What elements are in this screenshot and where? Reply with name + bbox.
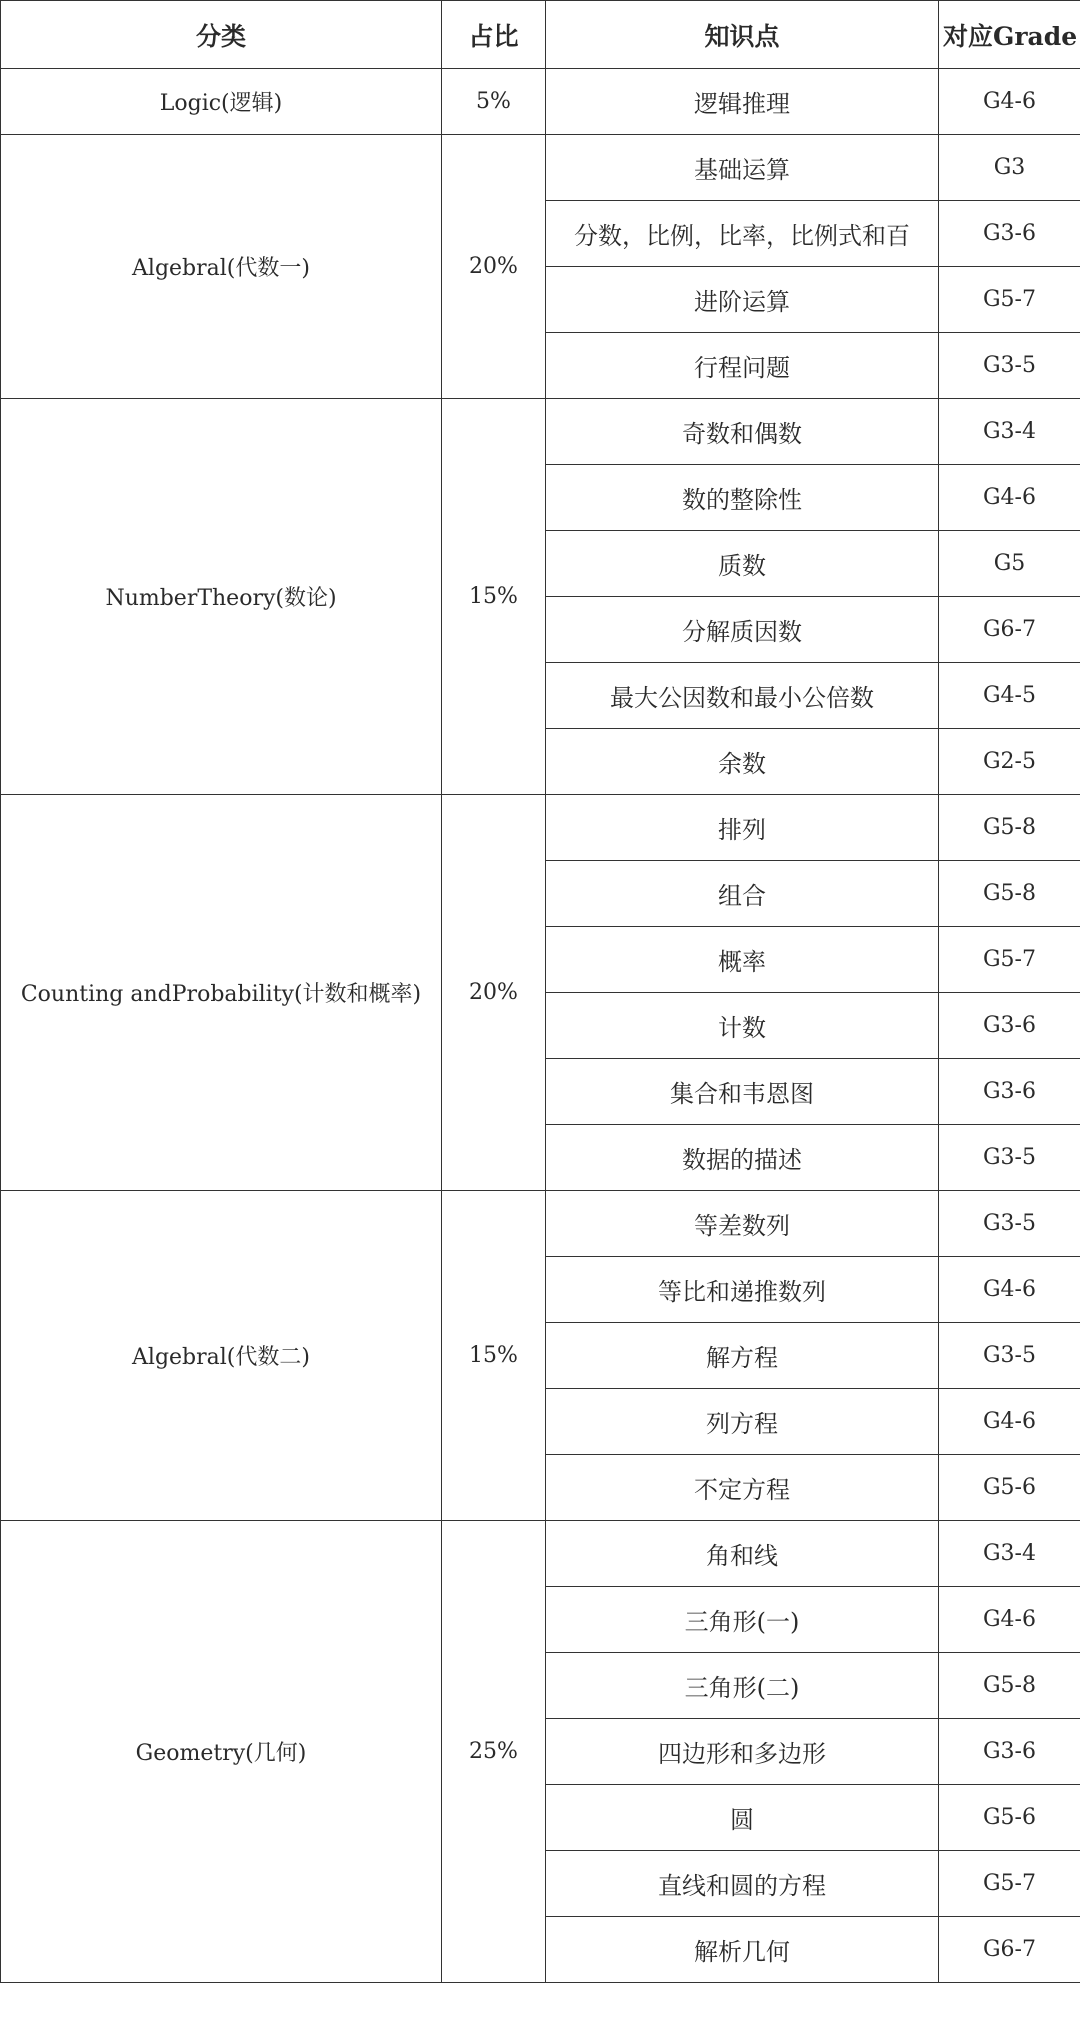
category-cell: Algebral(代数一) [1, 135, 442, 399]
grade-cell: G4-6 [939, 1257, 1080, 1323]
grade-cell: G5-8 [939, 861, 1080, 927]
table-body [1, 69, 1080, 1983]
grade-cell: G3-4 [939, 1521, 1080, 1587]
share-cell: 15% [442, 399, 546, 795]
grade-cell: G3-6 [939, 1719, 1080, 1785]
topic-cell: 排列 [546, 795, 939, 861]
grade-cell: G4-6 [939, 1389, 1080, 1455]
topic-cell: 三角形(二) [546, 1653, 939, 1719]
topic-cell: 等比和递推数列 [546, 1257, 939, 1323]
grade-cell: G3 [939, 135, 1080, 201]
topic-cell: 进阶运算 [546, 267, 939, 333]
topic-cell: 数的整除性 [546, 465, 939, 531]
category-cell: Counting andProbability(计数和概率) [1, 795, 442, 1191]
topic-cell: 角和线 [546, 1521, 939, 1587]
category-cell: Logic(逻辑) [1, 69, 442, 135]
grade-cell: G3-5 [939, 1125, 1080, 1191]
topic-cell: 数据的描述 [546, 1125, 939, 1191]
topic-cell: 行程问题 [546, 333, 939, 399]
grade-cell: G3-6 [939, 1059, 1080, 1125]
share-cell: 20% [442, 135, 546, 399]
grade-cell: G5-6 [939, 1455, 1080, 1521]
topic-cell: 组合 [546, 861, 939, 927]
grade-cell: G5 [939, 531, 1080, 597]
grade-cell: G5-8 [939, 1653, 1080, 1719]
grade-cell: G3-5 [939, 1323, 1080, 1389]
topic-cell: 最大公因数和最小公倍数 [546, 663, 939, 729]
grade-cell: G4-6 [939, 69, 1080, 135]
topic-cell: 解析几何 [546, 1917, 939, 1983]
grade-cell: G5-6 [939, 1785, 1080, 1851]
share-cell: 5% [442, 69, 546, 135]
category-cell: NumberTheory(数论) [1, 399, 442, 795]
topic-cell: 直线和圆的方程 [546, 1851, 939, 1917]
topic-cell: 计数 [546, 993, 939, 1059]
grade-cell: G3-5 [939, 333, 1080, 399]
grade-cell: G3-6 [939, 201, 1080, 267]
grade-cell: G5-7 [939, 1851, 1080, 1917]
topic-cell: 基础运算 [546, 135, 939, 201]
grade-cell: G3-5 [939, 1191, 1080, 1257]
topic-cell: 圆 [546, 1785, 939, 1851]
table-row [1, 795, 1080, 861]
header-share: 占比 [442, 1, 546, 69]
topic-cell: 不定方程 [546, 1455, 939, 1521]
header-topic: 知识点 [546, 1, 939, 69]
topic-cell: 等差数列 [546, 1191, 939, 1257]
grade-cell: G5-7 [939, 927, 1080, 993]
grade-cell: G4-6 [939, 465, 1080, 531]
topic-cell: 分解质因数 [546, 597, 939, 663]
topic-cell: 四边形和多边形 [546, 1719, 939, 1785]
topic-cell: 奇数和偶数 [546, 399, 939, 465]
topic-cell: 列方程 [546, 1389, 939, 1455]
topic-cell: 余数 [546, 729, 939, 795]
table-row [1, 135, 1080, 201]
category-cell: Geometry(几何) [1, 1521, 442, 1983]
grade-cell: G6-7 [939, 1917, 1080, 1983]
table-header [1, 1, 1080, 69]
share-cell: 15% [442, 1191, 546, 1521]
grade-cell: G6-7 [939, 597, 1080, 663]
topic-cell: 质数 [546, 531, 939, 597]
grade-cell: G3-4 [939, 399, 1080, 465]
topic-cell: 逻辑推理 [546, 69, 939, 135]
grade-cell: G5-7 [939, 267, 1080, 333]
topic-cell: 三角形(一) [546, 1587, 939, 1653]
grade-cell: G2-5 [939, 729, 1080, 795]
grade-cell: G5-8 [939, 795, 1080, 861]
share-cell: 20% [442, 795, 546, 1191]
table-row [1, 69, 1080, 135]
topic-cell: 概率 [546, 927, 939, 993]
header-category: 分类 [1, 1, 442, 69]
category-cell: Algebral(代数二) [1, 1191, 442, 1521]
grade-cell: G4-5 [939, 663, 1080, 729]
share-cell: 25% [442, 1521, 546, 1983]
table-row [1, 399, 1080, 465]
topic-cell: 分数，比例，比率，比例式和百 [546, 201, 939, 267]
table-row [1, 1521, 1080, 1587]
topic-cell: 解方程 [546, 1323, 939, 1389]
grade-cell: G3-6 [939, 993, 1080, 1059]
topic-cell: 集合和韦恩图 [546, 1059, 939, 1125]
header-row [1, 1, 1080, 69]
header-grade: 对应Grade [939, 1, 1080, 69]
grade-cell: G4-6 [939, 1587, 1080, 1653]
table-row [1, 1191, 1080, 1257]
